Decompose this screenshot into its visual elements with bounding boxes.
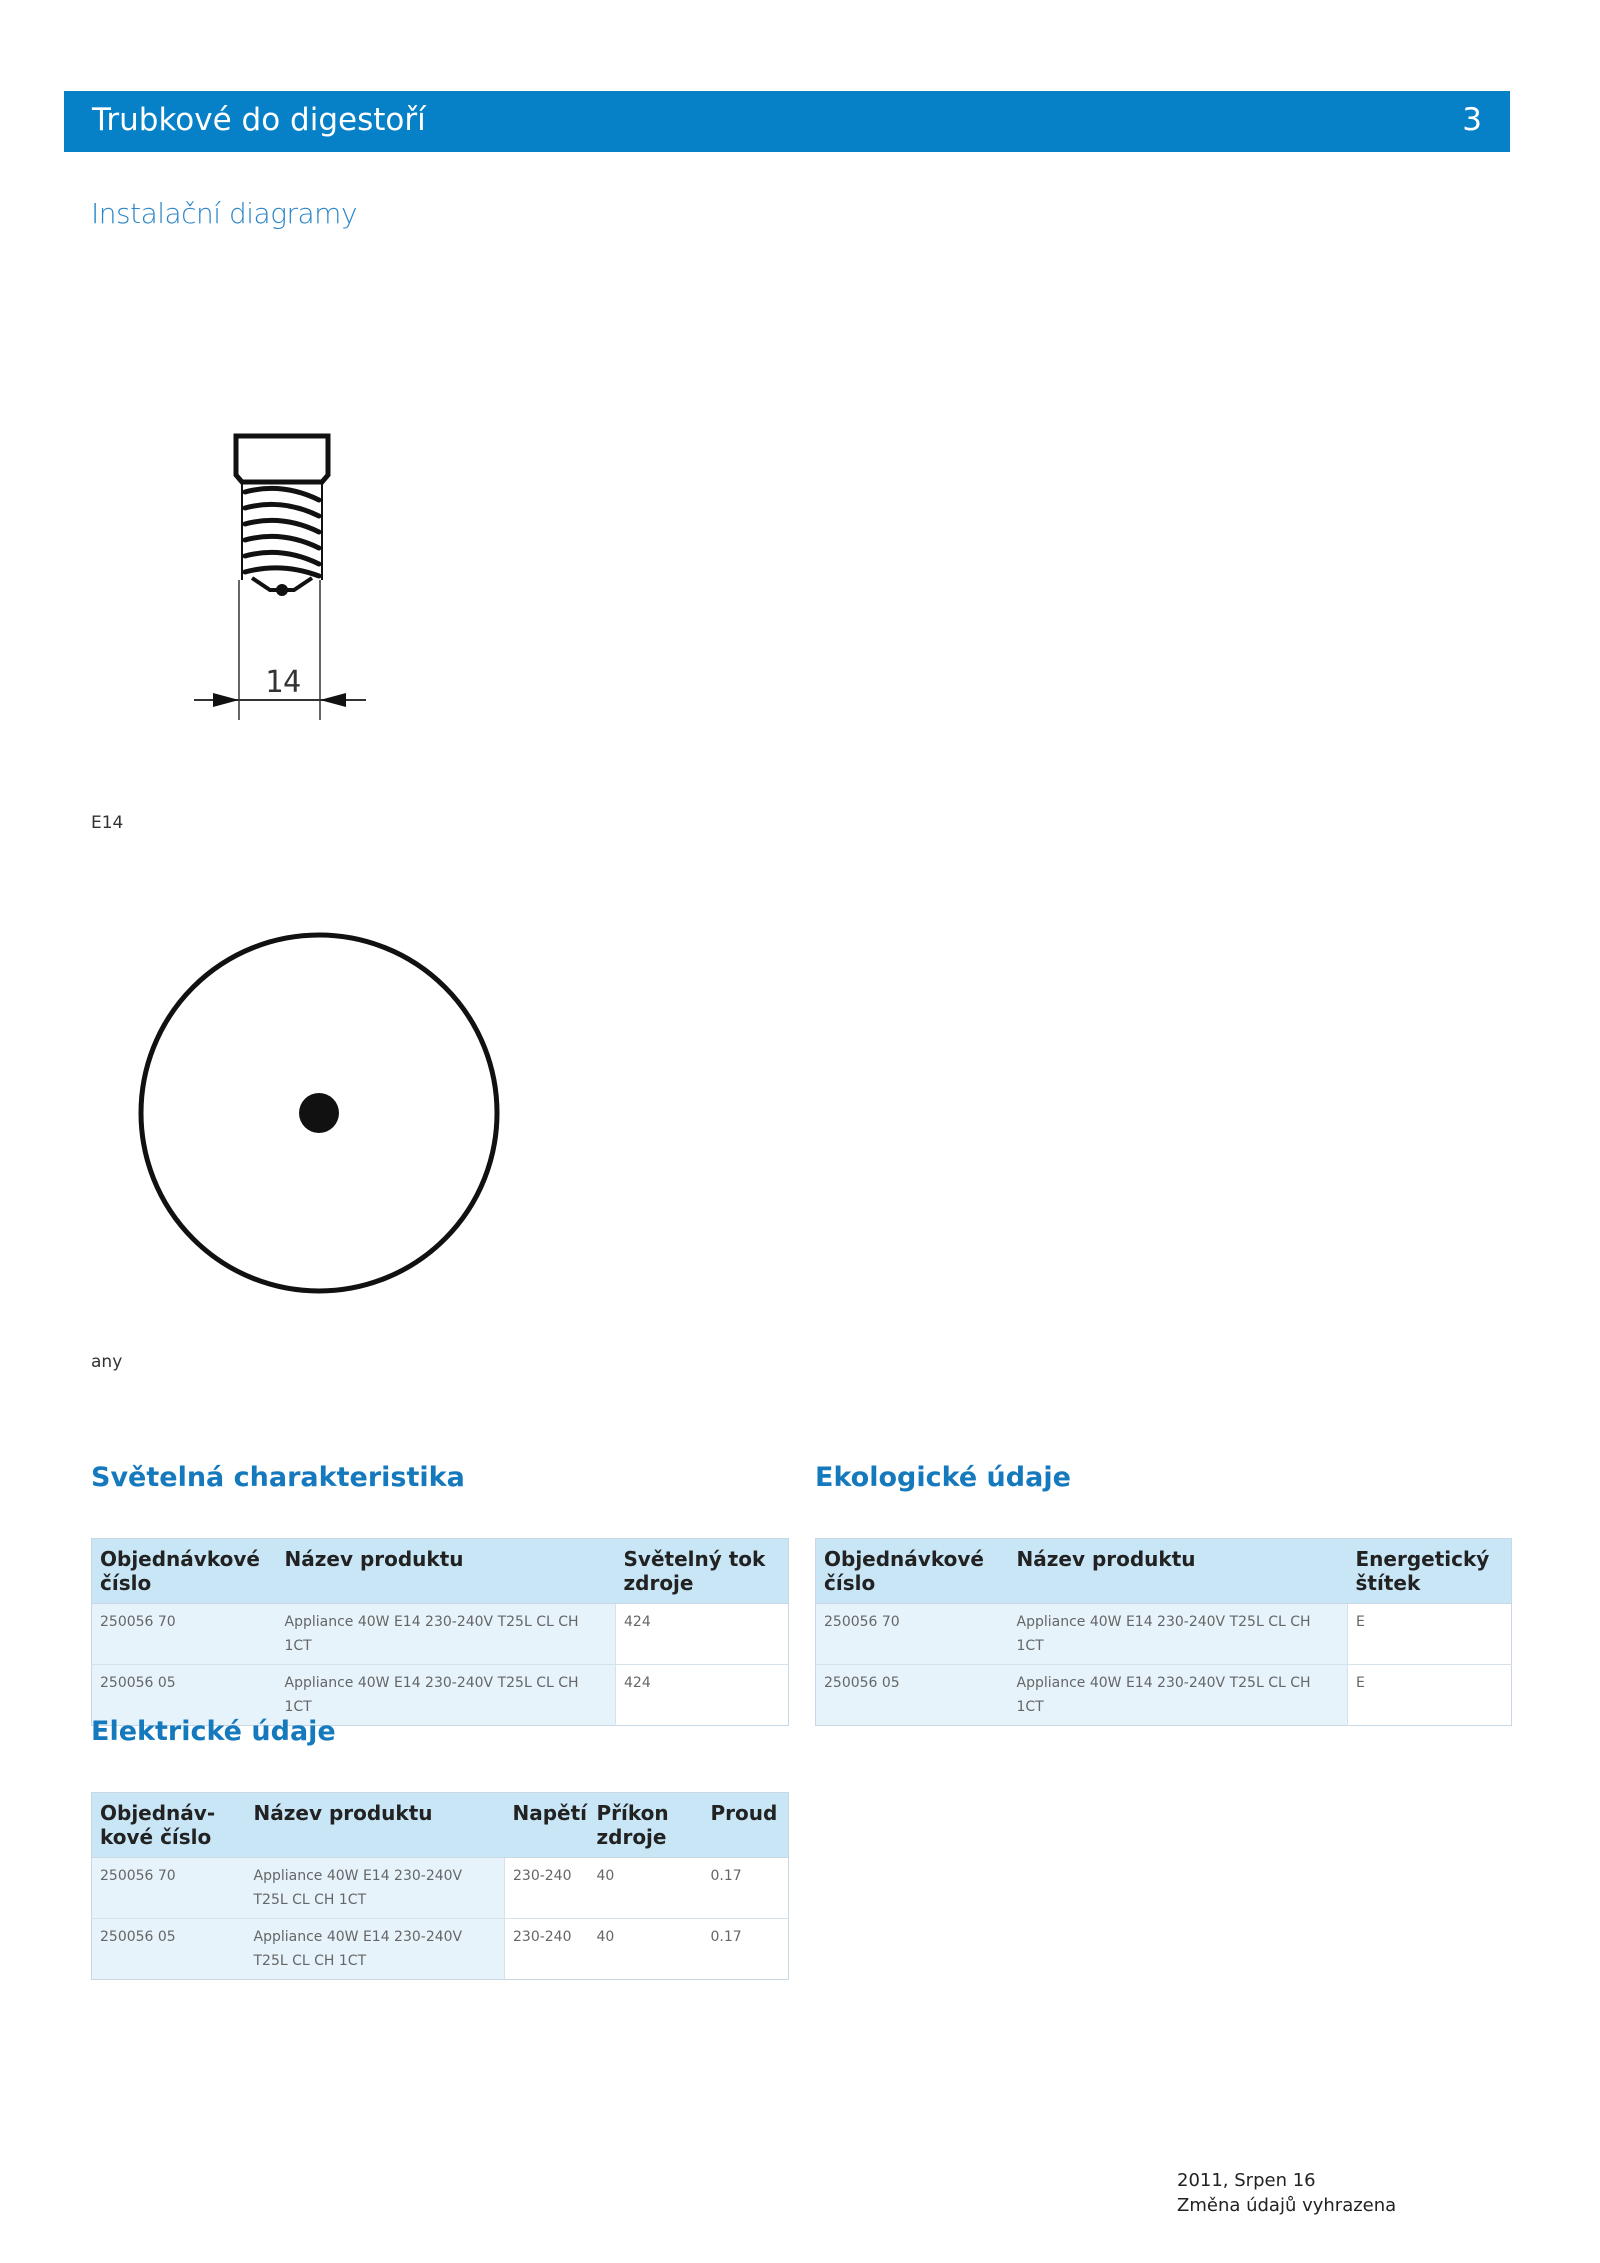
page-title: Trubkové do digestoří [92,102,426,138]
table-cell: 250056 70 [92,1604,277,1665]
table-cell: 0.17 [703,1919,789,1980]
table-cell: Appliance 40W E14 230-240V T25L CL CH 1CT [277,1604,616,1665]
table-cell: Appliance 40W E14 230-240V T25L CL CH 1CT [1009,1604,1348,1665]
table-header-row [92,1539,789,1604]
table-cell: 40 [589,1858,703,1919]
footer-note: Změna údajů vyhrazena [1177,2195,1397,2216]
diagram-caption-any: any [91,1352,123,1372]
eco-section-title: Ekologické údaje [815,1462,1071,1493]
table-header-row [92,1793,789,1858]
table-header: Objednávkové číslo [816,1539,1009,1604]
table-row [92,1858,789,1919]
page-number: 3 [1462,102,1482,138]
eco-table [815,1538,1512,1726]
dimension-label: 14 [264,665,302,700]
table-cell: 250056 70 [92,1858,246,1919]
table-header: Energetický štítek [1348,1539,1512,1604]
table-row [92,1604,789,1665]
table-cell: E [1348,1604,1512,1665]
table-cell: Appliance 40W E14 230-240V T25L CL CH 1CT [277,1665,616,1726]
table-cell: 250056 05 [816,1665,1009,1726]
light-table [91,1538,789,1726]
table-cell: 230-240 [505,1919,589,1980]
table-cell: 250056 05 [92,1919,246,1980]
section-subtitle: Instalační diagramy [91,197,358,230]
table-header: Příkon zdroje [589,1793,703,1858]
table-row [92,1919,789,1980]
footer [1177,2168,1396,2218]
table-header: Název produktu [1009,1539,1348,1604]
table-cell: 230-240 [505,1858,589,1919]
e14-socket-diagram-icon [190,430,380,720]
table-row [816,1665,1512,1726]
table-cell: Appliance 40W E14 230-240V T25L CL CH 1CT [246,1919,505,1980]
table-header: Napětí [505,1793,589,1858]
table-cell: 250056 05 [92,1665,277,1726]
table-cell: 424 [616,1604,789,1665]
table-cell: E [1348,1665,1512,1726]
table-header: Objednáv-kové číslo [92,1793,246,1858]
header-bar [64,91,1510,152]
electric-table [91,1792,789,1980]
table-cell: Appliance 40W E14 230-240V T25L CL CH 1CT [246,1858,505,1919]
table-cell: 40 [589,1919,703,1980]
table-cell: 0.17 [703,1858,789,1919]
table-header: Název produktu [277,1539,616,1604]
table-cell: Appliance 40W E14 230-240V T25L CL CH 1CT [1009,1665,1348,1726]
table-header: Objednávkové číslo [92,1539,277,1604]
light-section-title: Světelná charakteristika [91,1462,465,1493]
table-row [816,1604,1512,1665]
table-cell: 424 [616,1665,789,1726]
footer-date: 2011, Srpen 16 [1177,2170,1316,2191]
table-header: Název produktu [246,1793,505,1858]
table-header-row [816,1539,1512,1604]
table-header: Proud [703,1793,789,1858]
table-header: Světelný tok zdroje [616,1539,789,1604]
electric-section-title: Elektrické údaje [91,1716,336,1747]
diagram-caption-e14: E14 [91,813,124,833]
burning-position-any-icon [134,928,504,1298]
table-cell: 250056 70 [816,1604,1009,1665]
